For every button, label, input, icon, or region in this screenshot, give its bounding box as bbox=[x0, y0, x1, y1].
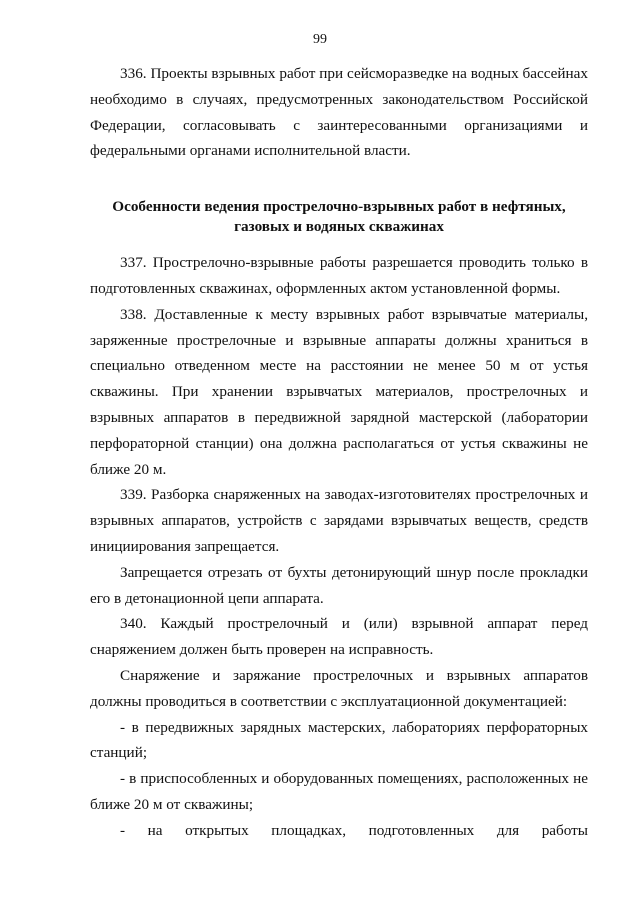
paragraph-340: 340. Каждый прострелочный и (или) взрывной аппарат перед снаряжением должен быть проверен на исправность. bbox=[90, 615, 588, 659]
paragraph-339: 339. Разборка снаряженных на заводах-изготовителях прострелочных и взрывных аппаратов, устройств с зарядами взрывчатых веществ, средств инициирования запрещается. bbox=[90, 486, 588, 555]
document-body bbox=[90, 61, 588, 844]
paragraph-336: 336. Проекты взрывных работ при сейсморазведке на водных бассейнах необходимо в случаях, предусмотренных законодательством Российской Федерации, согласовывать с заинтересованными организациями и федеральными органами исполнительной власти. bbox=[90, 65, 588, 160]
paragraph-detonating-cord: Запрещается отрезать от бухты детонирующий шнур после прокладки его в детонационной цепи аппарата. bbox=[90, 563, 588, 607]
section-heading bbox=[90, 197, 588, 237]
list-item-open-sites: - на открытых площадках, подготовленных для работы bbox=[120, 821, 588, 839]
page-number: 99 bbox=[313, 32, 327, 47]
section-heading-line-2: газовых и водяных скважинах bbox=[234, 218, 444, 236]
list-item-mobile-workshops: - в передвижных зарядных мастерских, лабораториях перфораторных станций; bbox=[90, 718, 588, 762]
section-heading-line-1: Особенности ведения прострелочно-взрывных работ в нефтяных, bbox=[112, 198, 566, 216]
paragraph-338: 338. Доставленные к месту взрывных работ взрывчатые материалы, заряженные прострелочные и взрывные аппараты должны храниться в специально отведенном месте на расстоянии не менее 50 м от устья скважины. При хранении взрывчатых материалов, прострелочных и взрывных аппаратов в передвижной зарядной мастерской (лаборатории перфораторной станции) она должна располагаться от устья скважины не ближе 20 м. bbox=[90, 305, 588, 478]
list-item-equipped-rooms: - в приспособленных и оборудованных помещениях, расположенных не ближе 20 м от скважины; bbox=[90, 770, 588, 813]
paragraph-charging-conditions: Снаряжение и заряжание прострелочных и взрывных аппаратов должны проводиться в соответствии с эксплуатационной документацией: bbox=[90, 666, 588, 710]
paragraph-337: 337. Прострелочно-взрывные работы разрешается проводить только в подготовленных скважинах, оформленных актом установленной формы. bbox=[90, 254, 588, 297]
